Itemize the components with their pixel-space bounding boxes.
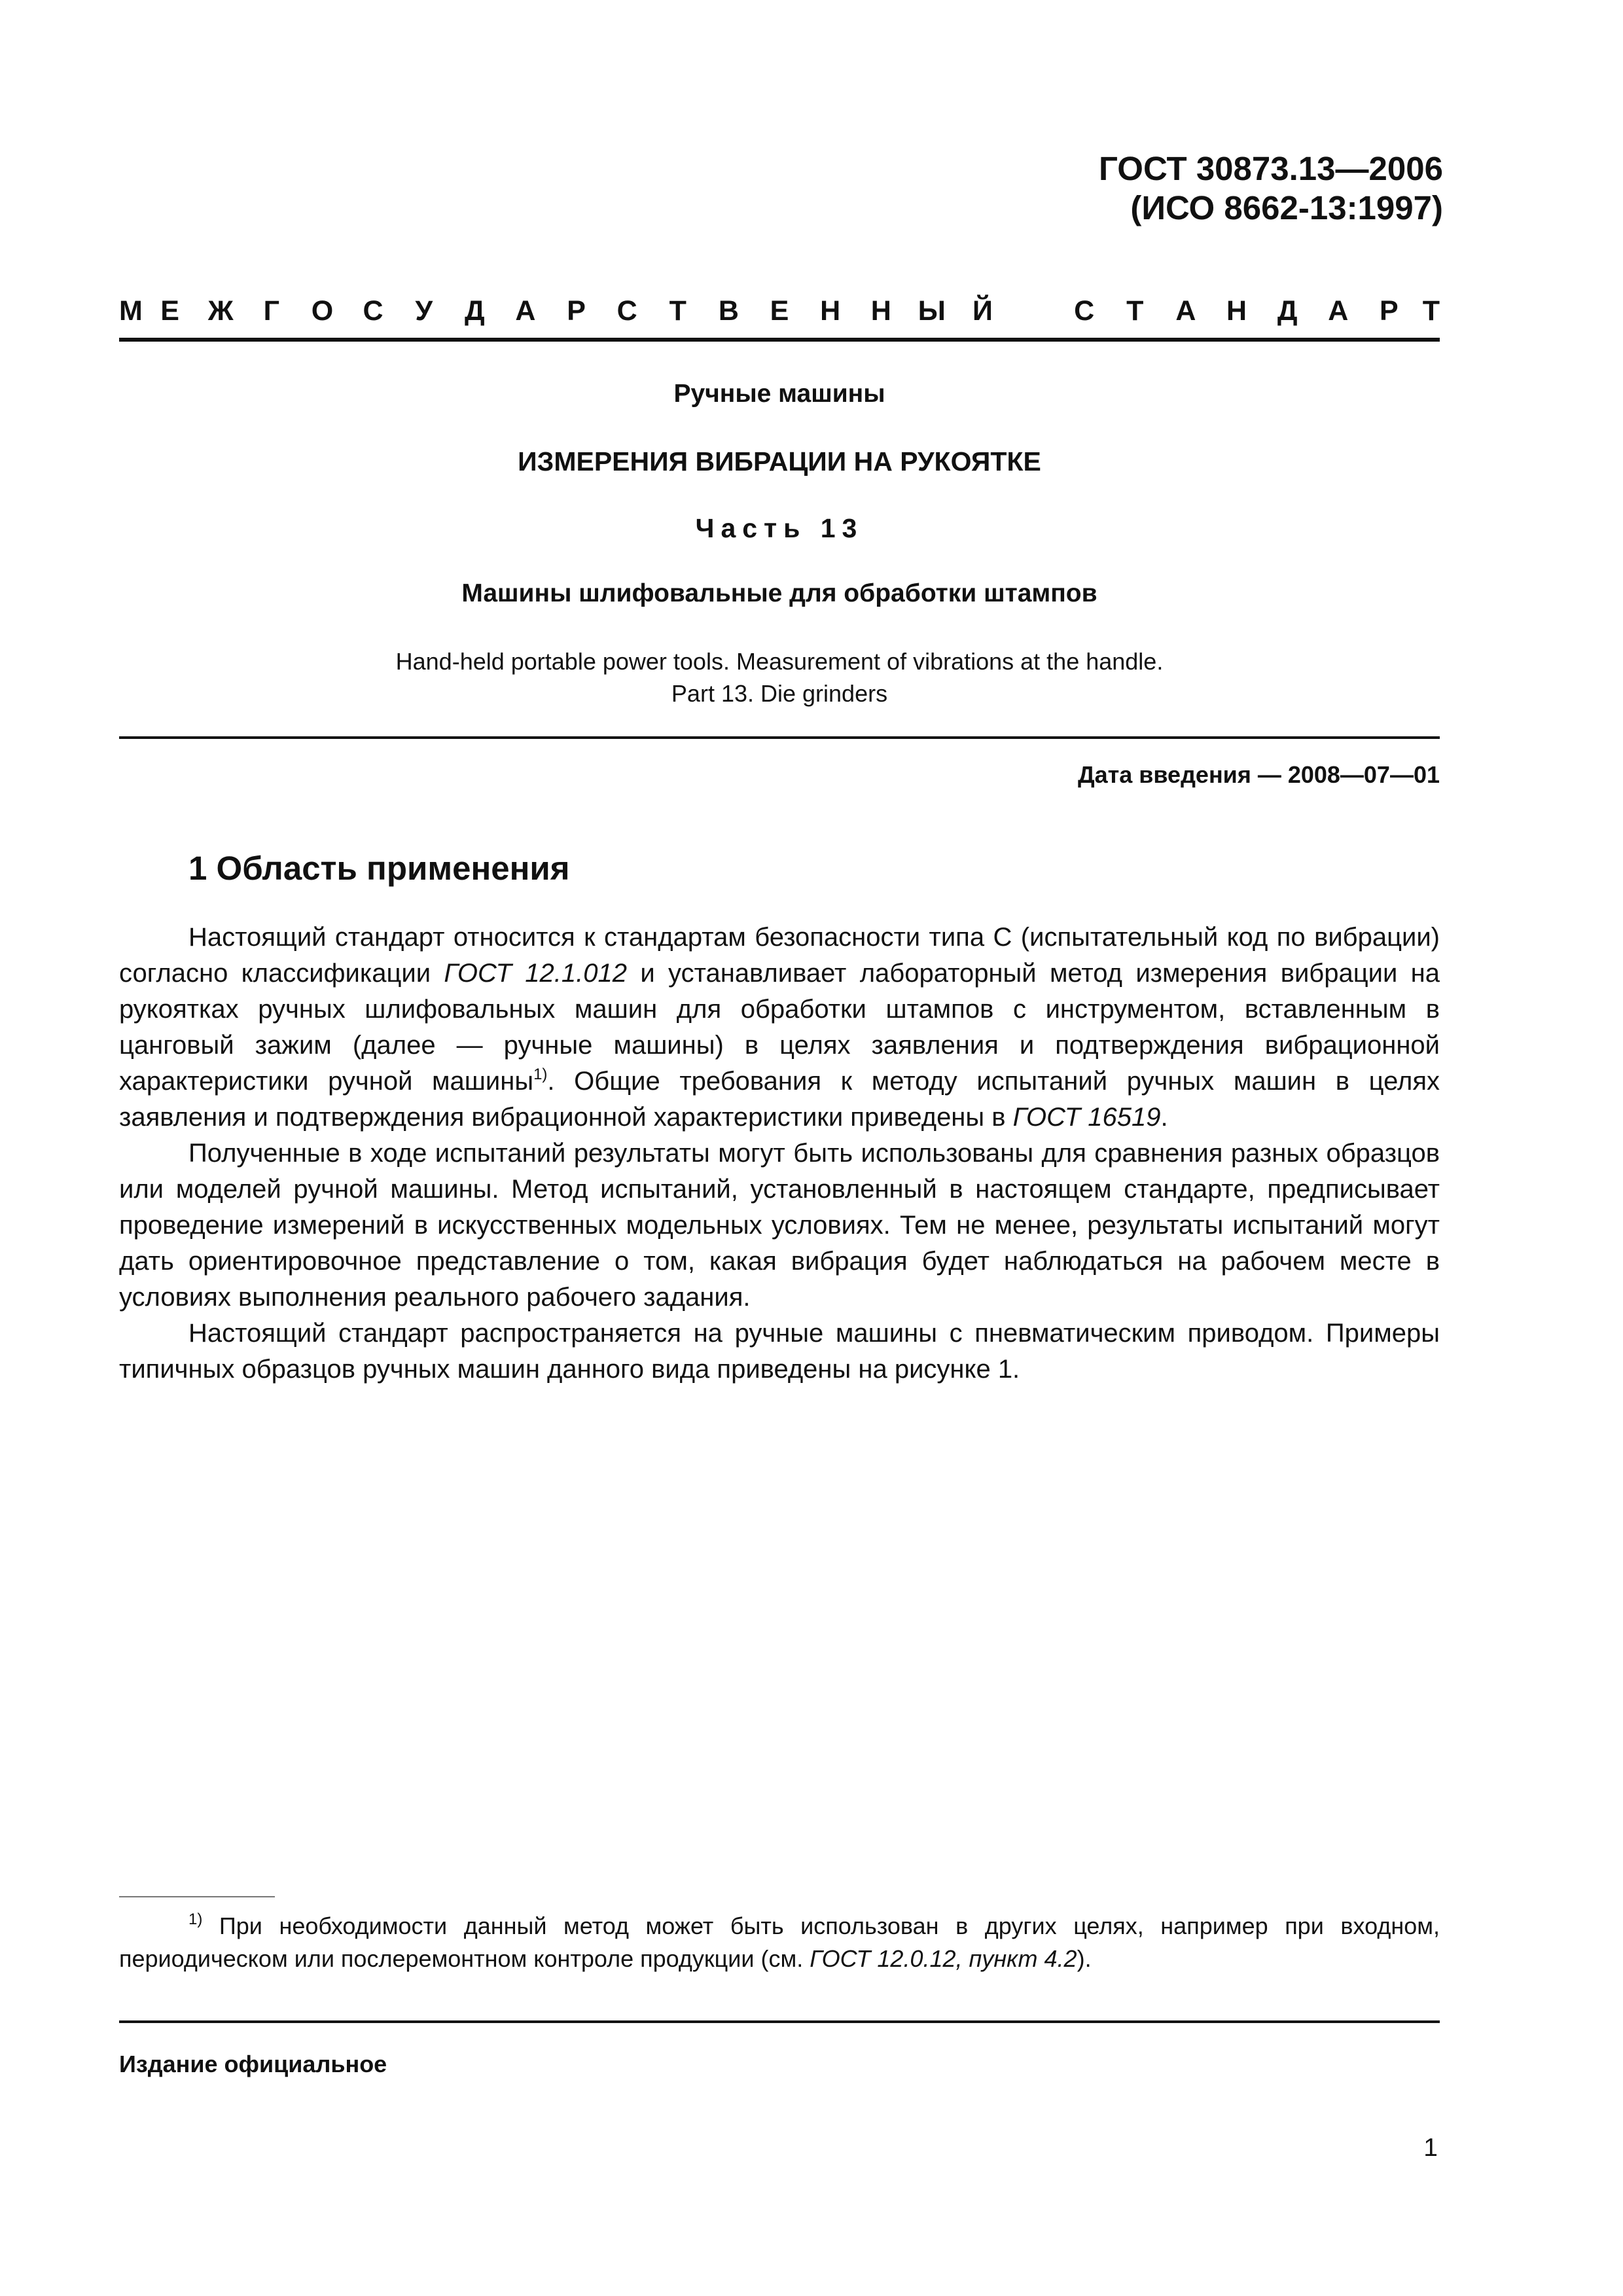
- gost-number: ГОСТ 30873.13—2006: [1099, 150, 1443, 187]
- footnote: $^{1)}$ При необходимости данный метод может быть использован в других целях, например при входном, периодическом или послеремонтном контроле продукции (см. ГОСТ 12.0.12, пункт 4.2).: [119, 1910, 1440, 1972]
- iso-number: (ИСО 8662-13:1997): [1130, 189, 1443, 226]
- section-heading: 1 Область применения: [188, 850, 570, 887]
- footer-rule: [119, 2020, 1440, 2023]
- banner-rule: [119, 338, 1440, 342]
- part-number: Часть 13: [695, 513, 864, 543]
- page-number: 1: [1423, 2134, 1438, 2162]
- edition-note: Издание официальное: [119, 2051, 387, 2077]
- gost-reference: ГОСТ 16519: [1012, 1103, 1161, 1132]
- footnote-separator: [119, 1896, 275, 1897]
- english-title-line-2: Part 13. Die grinders: [671, 680, 888, 707]
- title-rule: [119, 736, 1440, 739]
- footnote-marker: 1): [533, 1065, 548, 1083]
- document-title: ИЗМЕРЕНИЯ ВИБРАЦИИ НА РУКОЯТКЕ: [518, 446, 1041, 476]
- paragraph-1: Настоящий стандарт относится к стандартам безопасности типа С (испытательный код по вибрации) согласно классификации ГОСТ 12.1.012 и устанавливает лабораторный метод измерения вибрации на рукоятках ручных шлифовальных машин для обработки штампов с инструментом, вставленным в цанговый зажим (далее — ручные машины) в целях заявления и подтверждения вибрационной характеристики ручной машины$^{1)}$. Общие требования к методу испытаний ручных машин в целях заявления и подтверждения вибрационной характеристики приведены в ГОСТ 16519.: [119, 923, 1440, 1132]
- gost-reference: ГОСТ 12.0.12, пункт 4.2: [810, 1945, 1077, 1972]
- introduction-date: Дата введения — 2008—07—01: [1077, 761, 1440, 788]
- section-body: [119, 920, 1440, 1388]
- paragraph-2: Полученные в ходе испытаний результаты могут быть использованы для сравнения разных образцов или моделей ручной машины. Метод испытаний, установленный в настоящем стандарте, предписывает проведение измерений в искусственных модельных условиях. Тем не менее, результаты испытаний могут дать ориентировочное представление о том, какая вибрация будет наблюдаться на рабочем месте в условиях выполнения реального рабочего задания.: [119, 1139, 1440, 1312]
- paragraph-3: Настоящий стандарт распространяется на ручные машины с пневматическим приводом. Примеры типичных образцов ручных машин данного вида приведены на рисунке 1.: [119, 1319, 1440, 1384]
- english-title-line-1: Hand-held portable power tools. Measurement of vibrations at the handle.: [395, 648, 1164, 675]
- footnote-mark: 1): [188, 1910, 203, 1928]
- document-subtitle: Машины шлифовальные для обработки штампов: [461, 579, 1097, 607]
- english-title: [119, 645, 1440, 709]
- gost-reference: ГОСТ 12.1.012: [444, 959, 627, 988]
- subject-line: Ручные машины: [673, 380, 885, 408]
